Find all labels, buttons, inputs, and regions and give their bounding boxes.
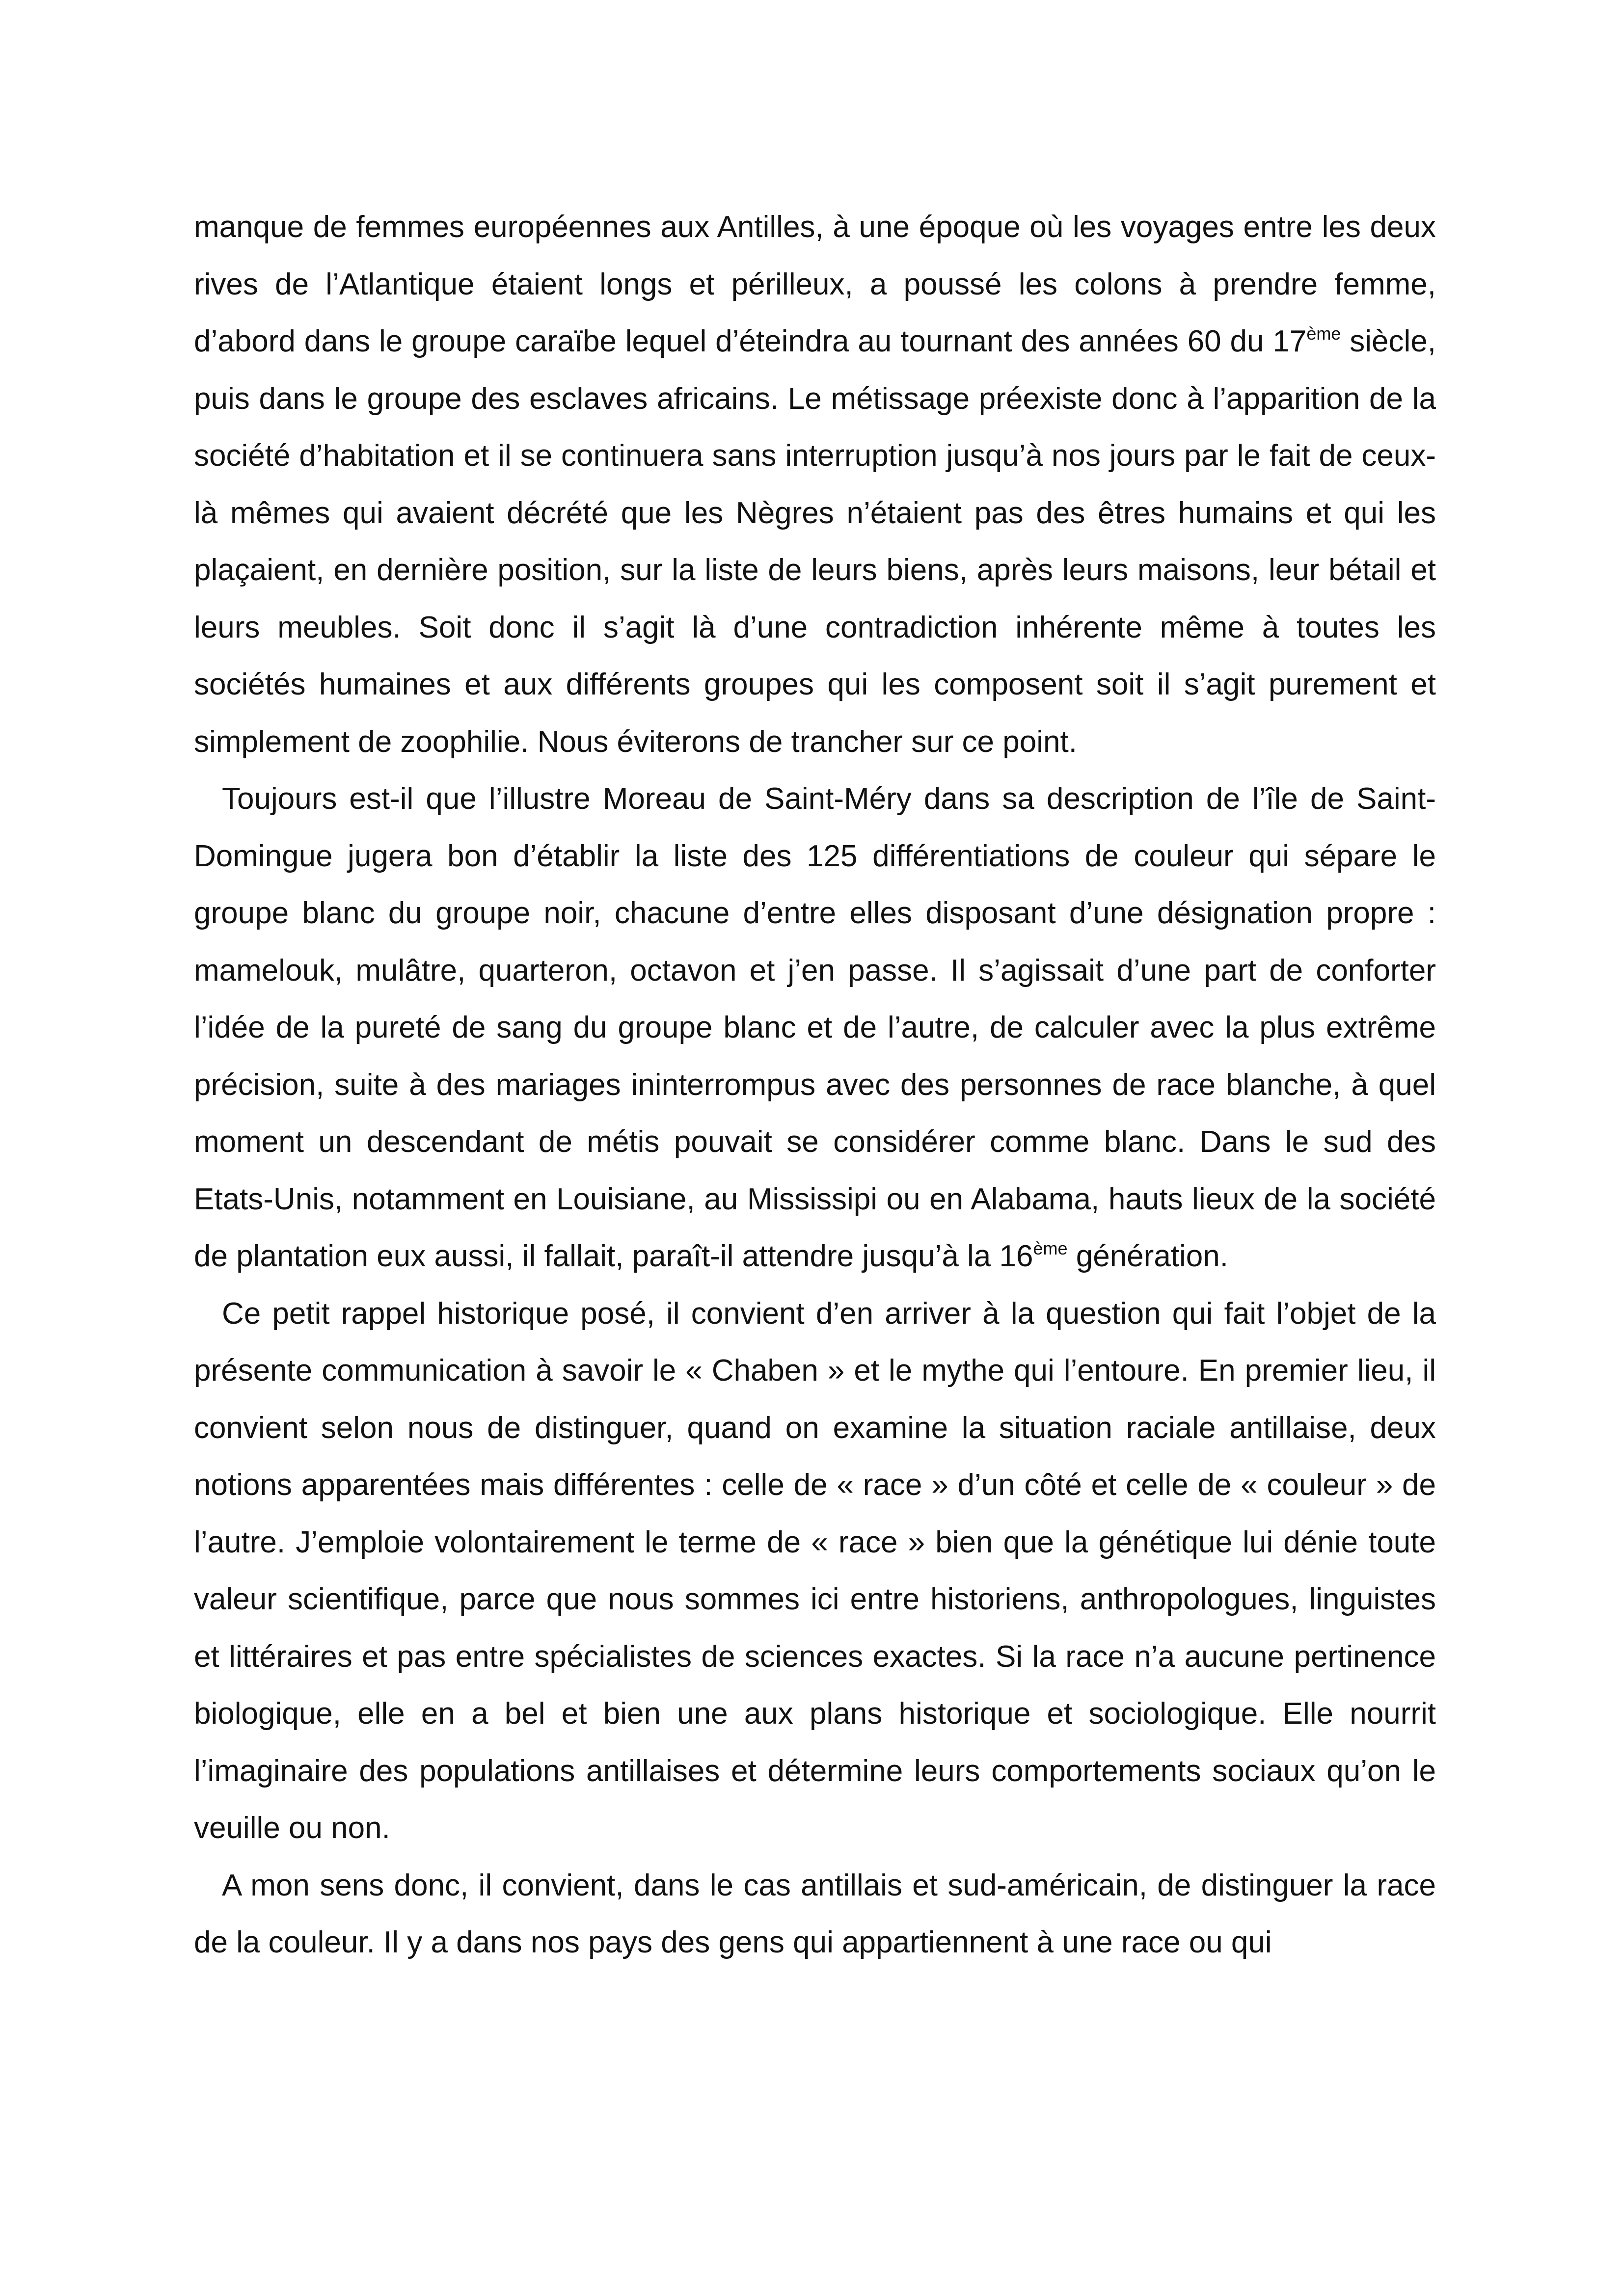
- paragraph-1: [194, 199, 1436, 771]
- paragraph-4-text: A mon sens donc, il convient, dans le cas antillais et sud-américain, de distinguer la race de la couleur. Il y a dans nos pays des gens qui appartiennent à une race ou qui: [194, 1868, 1436, 1959]
- document-body: [194, 199, 1436, 1972]
- paragraph-2-text-a: Toujours est-il que l’illustre Moreau de Saint-Méry dans sa description de l’île de Saint-Domingue jugera bon d’établir la liste des 125 différentiations de couleur qui sépare le groupe blanc du groupe noir, chacune d’entre elles disposant d’une désignation propre : mamelouk, mulâtre, quarteron, octavon et j’en passe. Il s’agissait d’une part de conforter l’idée de la pureté de sang du groupe blanc et de l’autre, de calculer avec la plus extrême précision, suite à des mariages ininterrompus avec des personnes de race blanche, à quel moment un descendant de métis pouvait se considérer comme blanc. Dans le sud des Etats-Unis, notamment en Louisiane, au Mississipi ou en Alabama, hauts lieux de la société de plantation eux aussi, il fallait, paraît-il attendre jusqu’à la 16: [194, 782, 1436, 1273]
- paragraph-3-text: Ce petit rappel historique posé, il convient d’en arriver à la question qui fait l’objet de la présente communication à savoir le « Chaben » et le mythe qui l’entoure. En premier lieu, il convient selon nous de distinguer, quand on examine la situation raciale antillaise, deux notions apparentées mais différentes : celle de « race » d’un côté et celle de « couleur » de l’autre. J’emploie volontairement le terme de « race » bien que la génétique lui dénie toute valeur scientifique, parce que nous sommes ici entre historiens, anthropologues, linguistes et littéraires et pas entre spécialistes de sciences exactes. Si la race n’a aucune pertinence biologique, elle en a bel et bien une aux plans historique et sociologique. Elle nourrit l’imaginaire des populations antillaises et détermine leurs comportements sociaux qu’on le veuille ou non.: [194, 1296, 1436, 1845]
- paragraph-3: [194, 1285, 1436, 1857]
- paragraph-2: [194, 771, 1436, 1285]
- paragraph-2-text-b: génération.: [1067, 1239, 1228, 1273]
- paragraph-1-text-a: manque de femmes européennes aux Antilles, à une époque où les voyages entre les deux rives de l’Atlantique étaient longs et périlleux, a poussé les colons à prendre femme, d’abord dans le groupe caraïbe lequel d’éteindra au tournant des années 60 du 17: [194, 210, 1436, 358]
- superscript-eme: ème: [1306, 323, 1341, 344]
- paragraph-1-text-b: siècle, puis dans le groupe des esclaves africains. Le métissage préexiste donc à l’apparition de la société d’habitation et il se continuera sans interruption jusqu’à nos jours par le fait de ceux-là mêmes qui avaient décrété que les Nègres n’étaient pas des êtres humains et qui les plaçaient, en dernière position, sur la liste de leurs biens, après leurs maisons, leur bétail et leurs meubles. Soit donc il s’agit là d’une contradiction inhérente même à toutes les sociétés humaines et aux différents groupes qui les composent soit il s’agit purement et simplement de zoophilie. Nous éviterons de trancher sur ce point.: [194, 324, 1436, 759]
- paragraph-4: [194, 1857, 1436, 1972]
- superscript-eme: ème: [1033, 1238, 1068, 1258]
